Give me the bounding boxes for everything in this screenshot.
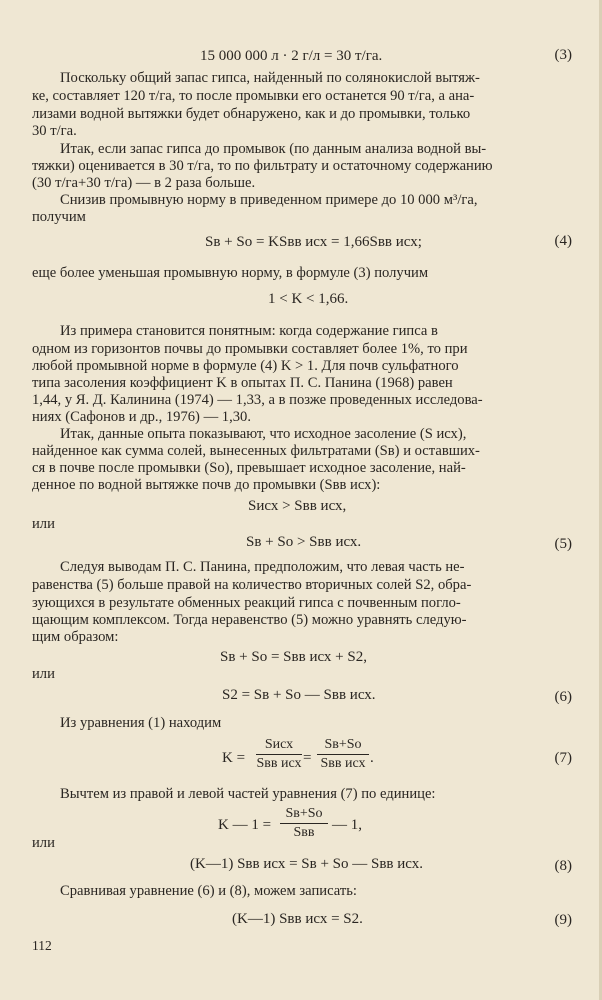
- text-line: Из уравнения (1) находим: [60, 715, 222, 731]
- equation-number: (3): [554, 47, 572, 63]
- text-line: 30 т/га.: [32, 123, 77, 139]
- text-line: или: [32, 666, 55, 682]
- equation-3: 15 000 000 л · 2 г/л = 30 т/га.: [200, 48, 383, 64]
- text-line: Итак, если запас гипса до промывок (по данным анализа водной вы-: [60, 141, 487, 157]
- text-line: зующихся в результате обменных реакций гипса с почвенным погло-: [32, 595, 461, 611]
- minus-one: — 1,: [332, 817, 362, 833]
- equation-number: (8): [554, 858, 572, 874]
- text-line: Вычтем из правой и левой частей уравнения (7) по единице:: [60, 786, 436, 802]
- equation-k-minus-1: K — 1 =: [218, 817, 272, 833]
- equation-6: S2 = Sв + Sо — Sвв исх.: [222, 687, 376, 703]
- equation-number: (4): [554, 233, 572, 249]
- text-line: типа засоления коэффициент K в опытах П. С. Панина (1968) равен: [32, 375, 453, 391]
- equation-9: (K—1) Sвв исх = S2.: [232, 911, 363, 927]
- inequality-S: Sисх > Sвв исх,: [248, 498, 347, 514]
- equation-7-K: K =: [222, 750, 246, 766]
- text-line: получим: [32, 209, 86, 225]
- text-line: (30 т/га+30 т/га) — в 2 раза больше.: [32, 175, 256, 191]
- equals-sign: =: [303, 750, 312, 766]
- text-line: одном из горизонтов почвы до промывки составляет более 1%, то при: [32, 341, 468, 357]
- text-line: Снизив промывную норму в приведенном примере до 10 000 м³/га,: [60, 192, 478, 208]
- text-line: денное по водной вытяжке почв до промывки (Sвв исх):: [32, 477, 381, 493]
- text-line: Следуя выводам П. С. Панина, предположим, что левая часть не-: [60, 559, 465, 575]
- equation-s2-balance: Sв + Sо = Sвв исх + S2,: [220, 649, 367, 665]
- period: .: [370, 750, 374, 766]
- text-line: любой промывной норме в формуле (4) K > 1. Для почв сульфатного: [32, 358, 459, 374]
- equation-number: (6): [554, 689, 572, 705]
- equation-number: (7): [554, 750, 572, 766]
- text-line: ся в почве после промывки (Sо), превышает исходное засоление, най-: [32, 460, 466, 476]
- text-line: ниях (Сафонов и др., 1976) — 1,30.: [32, 409, 251, 425]
- text-line: или: [32, 516, 55, 532]
- fraction-k-minus-1: Sв+Sо Sвв: [280, 806, 328, 841]
- equation-number: (9): [554, 912, 572, 928]
- text-line: лизами водной вытяжки будет обнаружено, как и до промывки, только: [32, 106, 471, 122]
- text-line: Сравнивая уравнение (6) и (8), можем записать:: [60, 883, 357, 899]
- text-line: равенства (5) больше правой на количество вторичных солей S2, обра-: [32, 577, 472, 593]
- text-line: Поскольку общий запас гипса, найденный по солянокислой вытяж-: [60, 70, 480, 86]
- text-line: Из примера становится понятным: когда содержание гипса в: [60, 323, 438, 339]
- text-line: 1,44, у Я. Д. Калинина (1974) — 1,33, а в позже проведенных исследова-: [32, 392, 483, 408]
- text-line: найденное как сумма солей, вынесенных фильтратами (Sв) и оставших-: [32, 443, 480, 459]
- equation-5: Sв + Sо > Sвв исх.: [246, 534, 362, 550]
- equation-4: Sв + Sо = KSвв исх = 1,66Sвв исх;: [205, 234, 422, 250]
- equation-number: (5): [554, 536, 572, 552]
- page-number: 112: [32, 938, 52, 953]
- text-line: еще более уменьшая промывную норму, в формуле (3) получим: [32, 265, 429, 281]
- text-line: или: [32, 835, 55, 851]
- text-line: тяжки) оценивается в 30 т/га, то по фильтрату и остаточному содержанию: [32, 158, 493, 174]
- fraction-sum: Sв+Sо Sвв исх: [317, 737, 369, 772]
- text-line: Итак, данные опыта показывают, что исходное засоление (S исх),: [60, 426, 467, 442]
- fraction-sisx: Sисх Sвв исх: [256, 737, 302, 771]
- text-line: щающим комплексом. Тогда неравенство (5) можно уравнять следую-: [32, 612, 467, 628]
- text-line: ке, составляет 120 т/га, то после промывки его останется 90 т/га, а ана-: [32, 88, 475, 104]
- text-line: щим образом:: [32, 629, 119, 645]
- equation-8: (K—1) Sвв исх = Sв + Sо — Sвв исх.: [190, 856, 423, 872]
- inequality-K: 1 < K < 1,66.: [268, 291, 349, 307]
